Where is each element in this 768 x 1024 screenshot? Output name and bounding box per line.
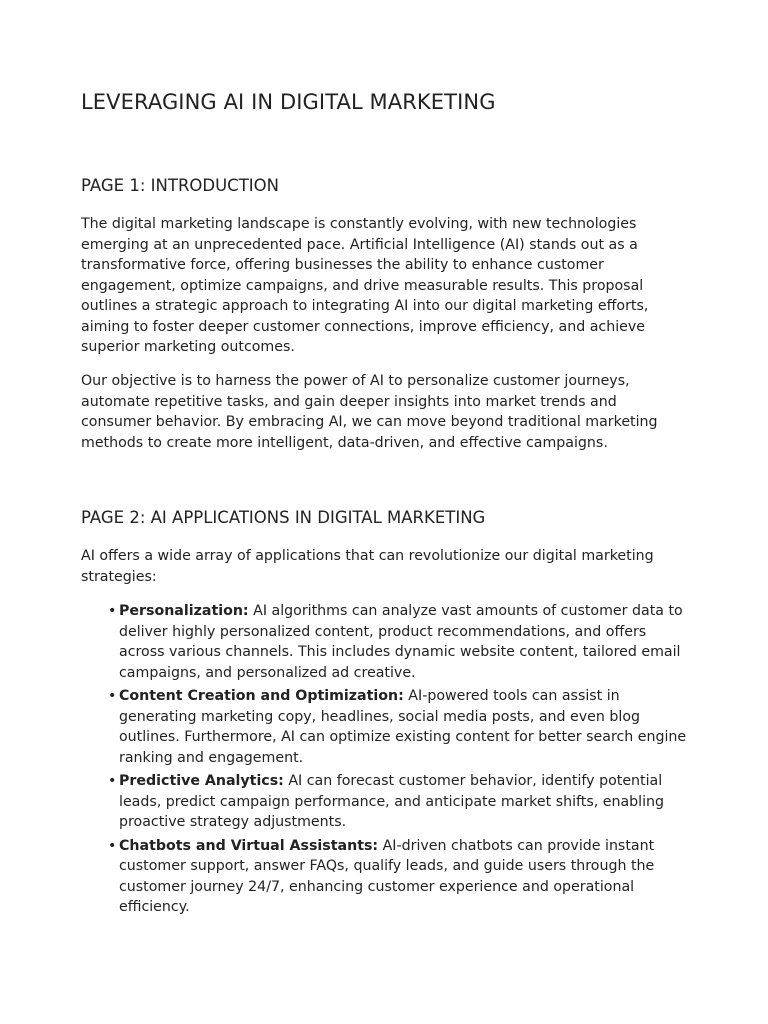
bullet-text: AI-powered tools can assist in generating marketing copy, headlines, social media posts, and even blog outlines. Furthermore, AI can optimize existing content for better search engine ranking and engagement. xyxy=(119,688,687,766)
bullet-text: AI-driven chatbots can provide instant customer support, answer FAQs, qualify leads, and guide users through the customer journey 24/7, enhancing customer experience and operational efficiency. xyxy=(119,837,655,915)
list-item xyxy=(81,771,691,833)
bullet-term: Content Creation and Optimization: xyxy=(119,688,404,704)
intro-paragraph-2: Our objective is to harness the power of AI to personalize customer journeys, automate repetitive tasks, and gain deeper insights into market trends and consumer behavior. By embracing AI, we can move beyond traditional marketing methods to create more intelligent, data-driven, and effective campaigns. xyxy=(81,373,658,451)
bullet-text: AI algorithms can analyze vast amounts of customer data to deliver highly personalized content, product recommendations, and offers across various channels. This includes dynamic website content, tailored email campaigns, and personalized ad creative. xyxy=(119,603,683,681)
bullet-marker: • xyxy=(108,773,117,789)
bullet-text: AI can forecast customer behavior, identify potential leads, predict campaign performance, and anticipate market shifts, enabling proactive strategy adjustments. xyxy=(119,773,665,830)
bullet-term: Personalization: xyxy=(119,603,249,619)
list-item xyxy=(81,601,691,683)
bullet-term: Chatbots and Virtual Assistants: xyxy=(119,837,379,854)
bullet-marker: • xyxy=(108,688,117,704)
list-item xyxy=(81,686,691,768)
list-item xyxy=(81,836,691,918)
section-heading-ai-applications: PAGE 2: AI APPLICATIONS IN DIGITAL MARKETING xyxy=(81,508,486,527)
bullet-marker: • xyxy=(108,837,117,854)
bullet-marker: • xyxy=(108,603,117,619)
applications-bullet-list xyxy=(81,601,691,921)
section-heading-introduction: PAGE 1: INTRODUCTION xyxy=(81,176,279,195)
intro-paragraph-1: The digital marketing landscape is constantly evolving, with new technologies emerging at an unprecedented pace. Artificial Intelligence (AI) stands out as a transformative force, offering businesses the ability to enhance customer engagement, optimize campaigns, and drive measurable results. This proposal outlines a strategic approach to integrating AI into our digital marketing efforts, aiming to foster deeper customer connections, improve efficiency, and achieve superior marketing outcomes. xyxy=(81,216,649,355)
document-title: LEVERAGING AI IN DIGITAL MARKETING xyxy=(81,90,496,114)
applications-intro-paragraph: AI offers a wide array of applications that can revolutionize our digital marketing strategies: xyxy=(81,548,654,585)
bullet-term: Predictive Analytics: xyxy=(119,773,284,789)
